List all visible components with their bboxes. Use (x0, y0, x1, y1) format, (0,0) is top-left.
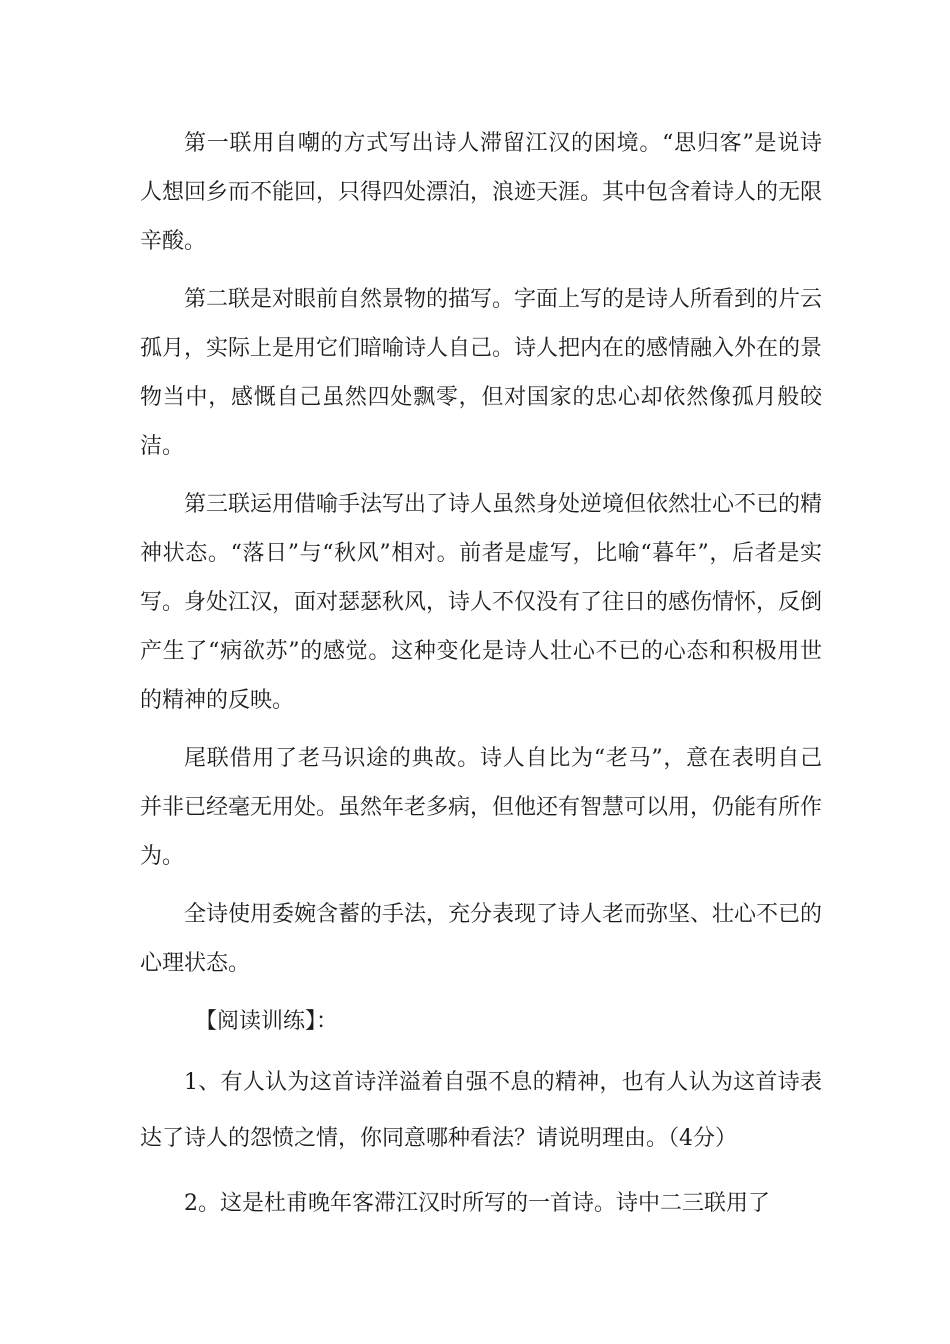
paragraph-first-couplet: 第一联用自嘲的方式写出诗人滞留江汉的困境。“思归客”是说诗人想回乡而不能回，只得四处漂泊，浪迹天涯。其中包含着诗人的无限辛酸。 (140, 131, 823, 254)
document-body (140, 119, 822, 1232)
paragraph-second-couplet: 第二联是对眼前自然景物的描写。字面上写的是诗人所看到的片云孤月，实际上是用它们暗喻诗人自己。诗人把内在的感情融入外在的景物当中，感慨自己虽然四处飘零，但对国家的忠心却依然像孤月般皎洁。 (140, 287, 823, 459)
paragraph-final-couplet: 尾联借用了老马识途的典故。诗人自比为“老马”，意在表明自己并非已经毫无用处。虽然年老多病，但他还有智慧可以用，仍能有所作为。 (140, 746, 823, 869)
paragraph-summary: 全诗使用委婉含蓄的手法，充分表现了诗人老而弥坚、壮心不已的心理状态。 (140, 902, 823, 976)
question-1: 1、有人认为这首诗洋溢着自强不息的精神，也有人认为这首诗表达了诗人的怨愤之情，你同意哪种看法？请说明理由。（4分） (140, 1070, 822, 1151)
section-heading-reading-training: 【阅读训练】： (195, 1009, 339, 1034)
question-2: 2。这是杜甫晚年客滞江汉时所写的一首诗。诗中二三联用了 (184, 1191, 770, 1216)
paragraph-third-couplet: 第三联运用借喻手法写出了诗人虽然身处逆境但依然壮心不已的精神状态。“落日”与“秋风”相对。前者是虚写，比喻“暮年”，后者是实写。身处江汉，面对瑟瑟秋风，诗人不仅没有了往日的感伤情怀，反倒产生了“病欲苏”的感觉。这种变化是诗人壮心不已的心态和积极用世的精神的反映。 (140, 492, 823, 713)
